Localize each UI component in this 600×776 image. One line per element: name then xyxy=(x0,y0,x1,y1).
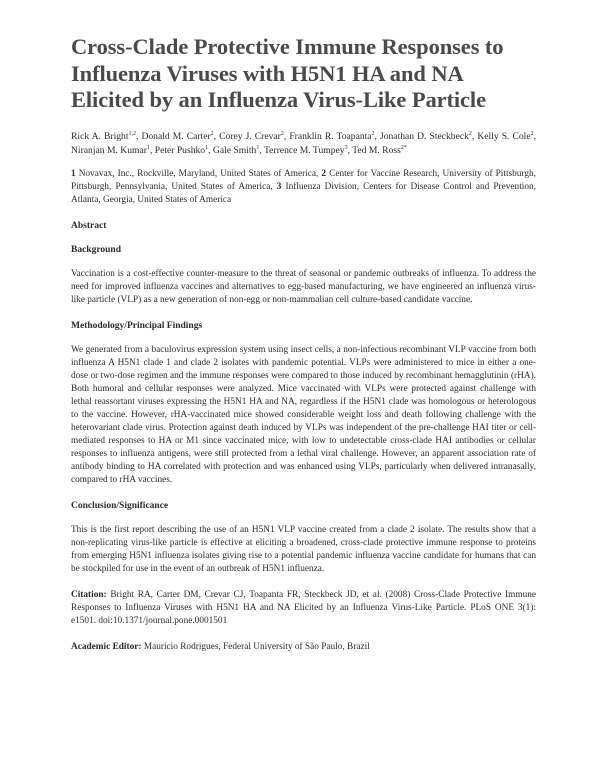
academic-editor-text: Mauricio Rodrigues, Federal University of São Paulo, Brazil xyxy=(141,641,370,652)
methodology-heading: Methodology/Principal Findings xyxy=(71,320,203,331)
author-name: Niranjan M. Kumar xyxy=(71,144,147,156)
author-name: Ted M. Ross xyxy=(352,144,401,156)
author-affiliation-marker: 2 xyxy=(530,130,534,137)
author-name: Terrence M. Tumpey xyxy=(263,144,345,156)
affiliation-2: Center for Vaccine Research, University of Pittsburgh, Pittsburgh, Pennsylvania, United States of America, xyxy=(71,168,536,192)
author-affiliation-marker: 2 xyxy=(210,130,214,137)
author-name: Rick A. Bright xyxy=(71,130,129,142)
conclusion-heading: Conclusion/Significance xyxy=(71,500,169,511)
author-affiliation-marker: 2 xyxy=(468,130,472,137)
author-affiliation-marker: 1 xyxy=(146,144,150,151)
background-text: Vaccination is a cost-effective counter-measure to the threat of seasonal or pandemic outbreaks of influenza. To address the need for improved influenza vaccines and alternatives to egg-based manufacturing, we have engineered an influenza virus-like particle (VLP) as a new generation of non-egg or non-mammalian cell culture-based candidate vaccine. xyxy=(71,268,536,305)
author xyxy=(219,131,284,142)
author-affiliation-marker: 1 xyxy=(256,144,260,151)
conclusion-text: This is the first report describing the use of an H5N1 VLP vaccine created from a clade 2 isolate. The results show that a non-replicating virus-like particle is effective at eliciting a broadened, cross-clade protective immune response to proteins from emerging H5N1 influenza isolates giving rise to a potential pandemic influenza vaccine candidate for humans that can be stockpiled for use in the event of an outbreak of H5N1 influenza. xyxy=(71,524,536,574)
affiliation-number-2: 2 xyxy=(321,168,327,179)
affiliation-number-1: 1 xyxy=(71,168,76,179)
author-name: Gale Smith xyxy=(212,144,257,156)
abstract-heading: Abstract xyxy=(71,220,107,231)
author-name: Peter Pushko xyxy=(154,144,206,156)
affiliation-number-3: 3 xyxy=(276,181,282,192)
author xyxy=(71,131,136,142)
academic-editor-label: Academic Editor: xyxy=(71,641,142,652)
author xyxy=(264,145,348,156)
citation xyxy=(71,589,536,628)
author-affiliation-marker: 3 xyxy=(344,144,348,151)
paper-title: Cross-Clade Protective Immune Responses to Influenza Viruses with H5N1 HA and NA Elicited by an Influenza Virus-Like Particle xyxy=(71,34,504,112)
background-heading: Background xyxy=(71,244,121,255)
author-affiliation-marker: 1 xyxy=(205,144,209,151)
citation-text: Bright RA, Carter DM, Crevar CJ, Toapanta FR, Steckbeck JD, et al. (2008) Cross-Clade Protective Immune Responses to Influenza Viruses with H5N1 HA and NA Elicited by an Influenza Virus-Like Particle. PLoS ONE 3(1): e1501. doi:10.1371/journal.pone.0001501 xyxy=(71,589,536,626)
author xyxy=(155,145,208,156)
author xyxy=(380,131,472,142)
author-affiliation-marker: 2 xyxy=(371,130,375,137)
author-name: Kelly S. Cole xyxy=(477,130,531,142)
author xyxy=(213,145,259,156)
author xyxy=(71,145,150,156)
author-affiliation-marker: 2* xyxy=(400,144,407,151)
affiliation-1: Novavax, Inc., Rockville, Maryland, United States of America, xyxy=(75,168,322,179)
author-affiliation-marker: 2 xyxy=(280,130,284,137)
author xyxy=(352,145,407,156)
author-name: Franklin R. Toapanta xyxy=(289,130,372,142)
author xyxy=(141,131,213,142)
affiliation-3: Influenza Division, Centers for Disease Control and Prevention, Atlanta, Georgia, United States of America xyxy=(71,181,536,205)
author-name: Donald M. Carter xyxy=(141,130,211,142)
affiliations xyxy=(71,168,536,207)
author xyxy=(289,131,374,142)
academic-editor xyxy=(71,641,536,654)
author-list: Rick A. Bright$^{1,2}$, Donald M. Carter$^2$, Corey J. Crevar$^2$, Franklin R. Toapanta$^2$, Jonathan D. Steckbeck$^2$, Kelly S. Cole$^2$, Niranjan M. Kumar$^1$, Peter Pushko$^1$, Gale Smith$^1$, Terrence M. Tumpey$^3$, Ted M. Ross$^{2*}$ xyxy=(71,130,537,156)
author-name: Corey J. Crevar xyxy=(219,130,281,142)
author-name: Jonathan D. Steckbeck xyxy=(379,130,469,142)
author-affiliation-marker: 1,2 xyxy=(128,130,137,137)
author xyxy=(477,131,533,142)
citation-label: Citation: xyxy=(71,589,107,600)
methodology-text: We generated from a baculovirus expression system using insect cells, a non-infectious recombinant VLP vaccine from both influenza A H5N1 clade 1 and clade 2 isolates with pandemic potential. VLPs were administered to mice in either a one-dose or two-dose regimen and the immune responses were compared to those induced by recombinant hemagglutinin (rHA). Both humoral and cellular responses were analyzed. Mice vaccinated with VLPs were protected against challenge with lethal reassortant viruses expressing the H5N1 HA and NA, regardless if the H5N1 clade was homologous or heterologous to the vaccine. However, rHA-vaccinated mice showed considerable weight loss and death following challenge with the heterovariant clade virus. Protection against death induced by VLPs was independent of the pre-challenge HAI titer or cell-mediated responses to HA or M1 since vaccinated mice, with low to undetectable cross-clade HAI antibodies or cellular responses to influenza antigens, were still protected from a lethal viral challenge. However, an apparent association rate of antibody binding to HA correlated with protection and was enhanced using VLPs, particularly when delivered intranasally, compared to rHA vaccines. xyxy=(71,344,536,485)
